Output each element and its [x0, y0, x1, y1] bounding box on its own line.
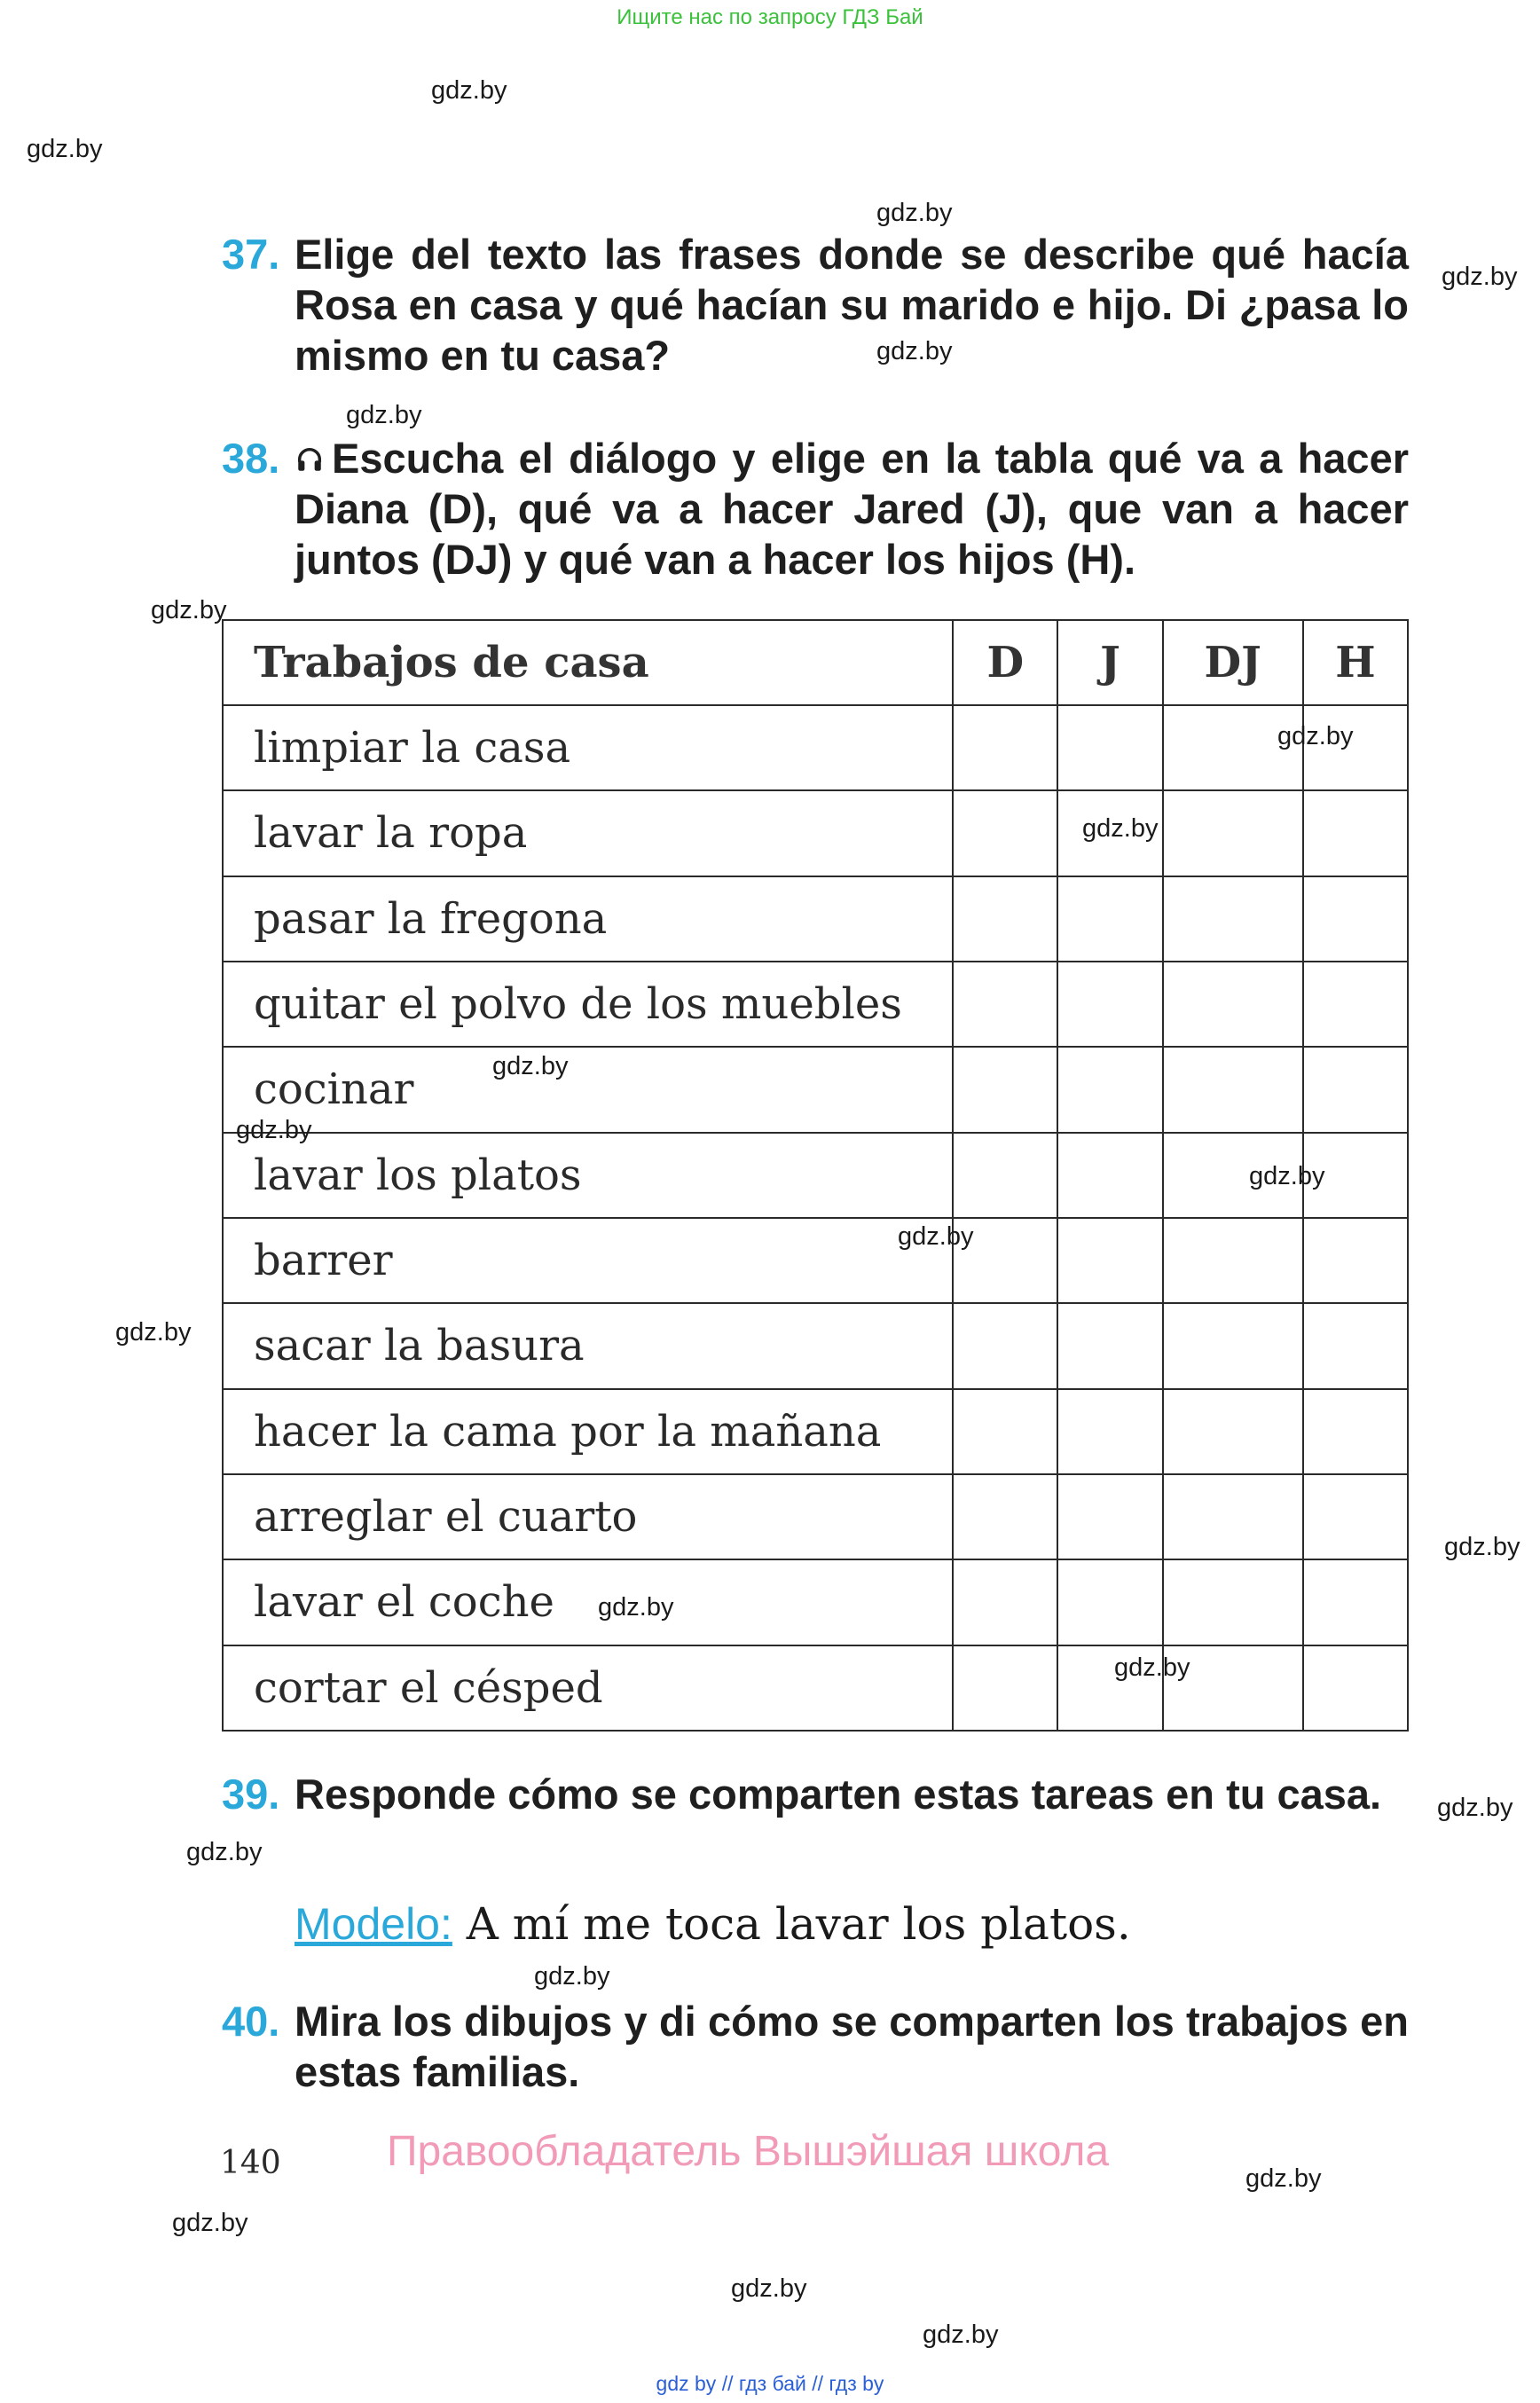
answer-cell[interactable]	[1057, 876, 1162, 962]
table-row	[223, 790, 1408, 876]
header-trabajos: Trabajos de casa	[223, 620, 953, 705]
answer-cell[interactable]	[1163, 790, 1303, 876]
watermark: gdz.by	[1082, 814, 1159, 843]
table-row	[223, 1474, 1408, 1559]
answer-cell[interactable]	[1303, 1218, 1408, 1303]
exercise-number: 37.	[222, 231, 280, 278]
task-cell: lavar el coche	[223, 1559, 953, 1645]
header-dj: DJ	[1163, 620, 1303, 705]
table-row	[223, 1303, 1408, 1388]
answer-cell[interactable]	[1057, 705, 1162, 790]
exercise-40	[222, 1996, 1409, 2097]
task-cell: hacer la cama por la mañana	[223, 1389, 953, 1474]
table-row	[223, 962, 1408, 1047]
task-cell: arreglar el cuarto	[223, 1474, 953, 1559]
exercise-body	[295, 433, 1409, 585]
page-number: 140	[220, 2145, 281, 2181]
task-cell: lavar la ropa	[223, 790, 953, 876]
answer-cell[interactable]	[1057, 1303, 1162, 1388]
answer-cell[interactable]	[1163, 1303, 1303, 1388]
header-j: J	[1057, 620, 1162, 705]
answer-cell[interactable]	[1163, 1218, 1303, 1303]
answer-cell[interactable]	[1163, 1559, 1303, 1645]
watermark: gdz.by	[598, 1593, 674, 1622]
exercise-number: 38.	[222, 435, 280, 482]
watermark: gdz.by	[1444, 1533, 1520, 1561]
watermark: gdz.by	[876, 337, 953, 365]
chores-table	[222, 619, 1409, 1732]
watermark: gdz.by	[236, 1116, 312, 1144]
watermark: gdz.by	[534, 1962, 610, 1991]
answer-cell[interactable]	[1163, 1474, 1303, 1559]
table-row	[223, 1133, 1408, 1218]
footer-links[interactable]: gdz by // гдз бай // гдз by	[656, 2372, 884, 2395]
answer-cell[interactable]	[1057, 1047, 1162, 1132]
table-row	[223, 1645, 1408, 1731]
watermark: gdz.by	[1114, 1653, 1190, 1682]
task-cell: limpiar la casa	[223, 705, 953, 790]
watermark: gdz.by	[923, 2321, 999, 2349]
answer-cell[interactable]	[1303, 1645, 1408, 1731]
answer-cell[interactable]	[953, 962, 1057, 1047]
watermark: gdz.by	[151, 596, 227, 624]
exercise-text: Mira los dibujos y di cómo se comparten los trabajos en estas familias.	[295, 1998, 1409, 2095]
answer-cell[interactable]	[1057, 1559, 1162, 1645]
answer-cell[interactable]	[1163, 1047, 1303, 1132]
exercise-38	[222, 433, 1409, 585]
watermark: gdz.by	[172, 2209, 248, 2237]
watermark: gdz.by	[186, 1838, 263, 1866]
watermark: gdz.by	[876, 199, 953, 227]
watermark: gdz.by	[1442, 263, 1518, 291]
answer-cell[interactable]	[953, 876, 1057, 962]
copyright-notice: Правообладатель Вышэйшая школа	[387, 2128, 1110, 2175]
answer-cell[interactable]	[1303, 1303, 1408, 1388]
answer-cell[interactable]	[1057, 1218, 1162, 1303]
exercise-number: 39.	[222, 1771, 280, 1818]
top-banner: Ищите нас по запросу ГДЗ Бай	[617, 5, 923, 29]
answer-cell[interactable]	[1057, 1474, 1162, 1559]
table-row	[223, 1047, 1408, 1132]
answer-cell[interactable]	[1303, 1389, 1408, 1474]
exercise-37	[222, 229, 1409, 381]
answer-cell[interactable]	[1303, 962, 1408, 1047]
watermark: gdz.by	[346, 401, 422, 429]
answer-cell[interactable]	[953, 1474, 1057, 1559]
watermark: gdz.by	[1249, 1162, 1325, 1190]
watermark: gdz.by	[27, 135, 103, 163]
table-row	[223, 1389, 1408, 1474]
answer-cell[interactable]	[953, 1389, 1057, 1474]
watermark: gdz.by	[431, 76, 507, 105]
task-cell: quitar el polvo de los muebles	[223, 962, 953, 1047]
answer-cell[interactable]	[953, 705, 1057, 790]
table-row	[223, 705, 1408, 790]
table-row	[223, 876, 1408, 962]
answer-cell[interactable]	[953, 1133, 1057, 1218]
answer-cell[interactable]	[1303, 1474, 1408, 1559]
task-cell: cocinar	[223, 1047, 953, 1132]
exercise-39	[222, 1769, 1409, 1819]
header-h: H	[1303, 620, 1408, 705]
watermark: gdz.by	[1245, 2164, 1322, 2193]
header-d: D	[953, 620, 1057, 705]
task-cell: pasar la fregona	[223, 876, 953, 962]
table-row	[223, 1218, 1408, 1303]
exercise-text: Elige del texto las frases donde se describe qué hacía Rosa en casa y qué hacían su marido e hijo. Di ¿pasa lo mismo en tu casa?	[295, 231, 1409, 379]
answer-cell[interactable]	[1303, 790, 1408, 876]
answer-cell[interactable]	[1303, 876, 1408, 962]
exercise-text: Escucha el diálogo y elige en la tabla qué va a hacer Diana (D), qué va a hacer Jared (J), que van a hacer juntos (DJ) y qué van a hacer los hijos (H).	[295, 435, 1409, 583]
task-cell: sacar la basura	[223, 1303, 953, 1388]
watermark: gdz.by	[492, 1052, 569, 1080]
modelo-line	[295, 1898, 1131, 1950]
watermark: gdz.by	[1277, 722, 1354, 750]
answer-cell[interactable]	[1163, 876, 1303, 962]
exercise-text: Responde cómo se comparten estas tareas en tu casa.	[295, 1771, 1382, 1818]
watermark: gdz.by	[731, 2274, 807, 2303]
answer-cell[interactable]	[1163, 962, 1303, 1047]
answer-cell[interactable]	[953, 1047, 1057, 1132]
headphones-icon	[295, 444, 325, 475]
exercise-number: 40.	[222, 1998, 280, 2045]
answer-cell[interactable]	[1057, 1133, 1162, 1218]
answer-cell[interactable]	[1303, 1047, 1408, 1132]
answer-cell[interactable]	[1057, 962, 1162, 1047]
answer-cell[interactable]	[953, 1645, 1057, 1731]
watermark: gdz.by	[1437, 1794, 1513, 1822]
watermark: gdz.by	[115, 1318, 192, 1347]
answer-cell[interactable]	[953, 1303, 1057, 1388]
task-cell: cortar el césped	[223, 1645, 953, 1731]
answer-cell[interactable]	[1163, 1389, 1303, 1474]
answer-cell[interactable]	[1057, 1389, 1162, 1474]
answer-cell[interactable]	[953, 790, 1057, 876]
task-cell: lavar los platos	[223, 1133, 953, 1218]
task-cell: barrer	[223, 1218, 953, 1303]
watermark: gdz.by	[898, 1222, 974, 1251]
table-header-row	[223, 620, 1408, 705]
answer-cell[interactable]	[1303, 1559, 1408, 1645]
modelo-label[interactable]: Modelo:	[295, 1899, 452, 1949]
modelo-text: A mí me toca lavar los platos.	[452, 1898, 1131, 1950]
answer-cell[interactable]	[953, 1559, 1057, 1645]
table-row	[223, 1559, 1408, 1645]
